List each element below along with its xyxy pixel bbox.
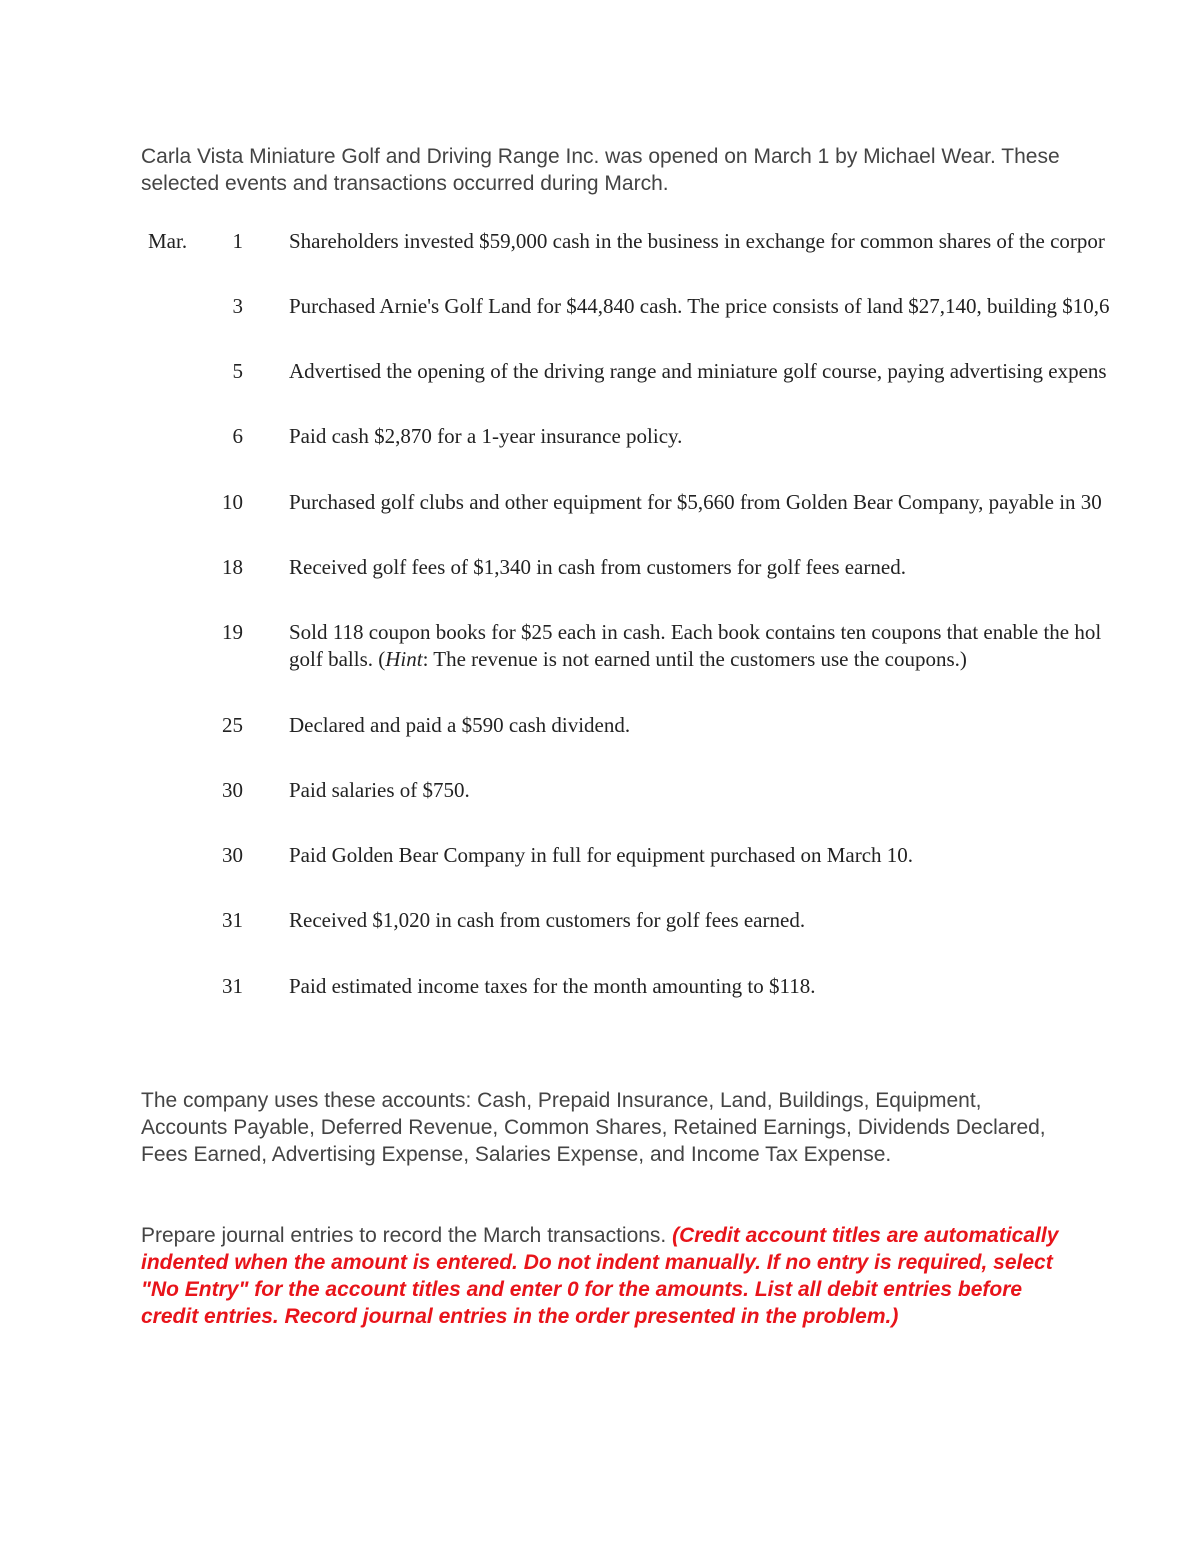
transaction-description: Purchased golf clubs and other equipment for $5,660 from Golden Bear Company, payable in 30 <box>289 490 1102 514</box>
transaction-day: 31 <box>222 908 243 932</box>
transaction-day: 3 <box>232 294 243 318</box>
transaction-description: Paid salaries of $750. <box>289 778 470 802</box>
transaction-month: Mar. <box>148 229 188 253</box>
transaction-row <box>0 419 1200 479</box>
transaction-row <box>0 773 1200 833</box>
transaction-row <box>0 485 1200 545</box>
hint-label: Hint <box>385 647 423 671</box>
instructions-note: (Credit account titles are automatically indented when the amount is entered. Do not indent manually. If no entry is required, select "No Entry" for the account titles and enter 0 for the amounts. List all debit entries before credit entries. Record journal entries in the order presented in the problem.) <box>141 1224 1059 1328</box>
transaction-day: 25 <box>222 713 243 737</box>
transaction-description: Declared and paid a $590 cash dividend. <box>289 713 631 737</box>
transaction-description: Paid estimated income taxes for the month amounting to $118. <box>289 974 816 998</box>
transaction-row <box>0 224 1200 284</box>
transaction-row <box>0 615 1200 705</box>
transaction-description: Shareholders invested $59,000 cash in the business in exchange for common shares of the corpor <box>289 229 1105 253</box>
transaction-day: 19 <box>222 620 243 644</box>
intro-paragraph: Carla Vista Miniature Golf and Driving Range Inc. was opened on March 1 by Michael Wear. These selected events and transactions occurred during March. <box>141 145 1060 195</box>
transaction-day: 31 <box>222 974 243 998</box>
instructions-lead: Prepare journal entries to record the March transactions. <box>141 1224 673 1247</box>
transaction-row <box>0 838 1200 898</box>
transaction-description: Advertised the opening of the driving range and miniature golf course, paying advertising expens <box>289 359 1107 383</box>
transaction-day: 30 <box>222 778 243 802</box>
transaction-description: Paid cash $2,870 for a 1-year insurance policy. <box>289 424 683 448</box>
transaction-row <box>0 550 1200 610</box>
transaction-description: Purchased Arnie's Golf Land for $44,840 cash. The price consists of land $27,140, building $10,6 <box>289 294 1110 318</box>
transaction-row <box>0 903 1200 963</box>
transaction-day: 18 <box>222 555 243 579</box>
transaction-description: Received $1,020 in cash from customers for golf fees earned. <box>289 908 806 932</box>
transaction-description-line2-after: : The revenue is not earned until the customers use the coupons.) <box>422 647 967 671</box>
transaction-description: Received golf fees of $1,340 in cash from customers for golf fees earned. <box>289 555 906 579</box>
transaction-day: 6 <box>232 424 243 448</box>
transaction-row <box>0 708 1200 768</box>
transaction-row <box>0 354 1200 414</box>
transaction-description-line1: Sold 118 coupon books for $25 each in cash. Each book contains ten coupons that enable the hol <box>289 620 1102 644</box>
transaction-day: 1 <box>232 229 243 253</box>
transaction-day: 10 <box>222 490 243 514</box>
accounts-paragraph: The company uses these accounts: Cash, Prepaid Insurance, Land, Buildings, Equipment, Accounts Payable, Deferred Revenue, Common Shares, Retained Earnings, Dividends Declared, Fees Earned, Advertising Expense, Salaries Expense, and Income Tax Expense. <box>141 1089 1046 1166</box>
transaction-description <box>289 619 1200 673</box>
transaction-day: 30 <box>222 843 243 867</box>
transaction-day: 5 <box>232 359 243 383</box>
transaction-row <box>0 289 1200 349</box>
transaction-description-line2-before: golf balls. ( <box>289 647 386 671</box>
instructions-paragraph <box>141 1222 1071 1330</box>
transaction-row <box>0 969 1200 1029</box>
transaction-description: Paid Golden Bear Company in full for equipment purchased on March 10. <box>289 843 914 867</box>
